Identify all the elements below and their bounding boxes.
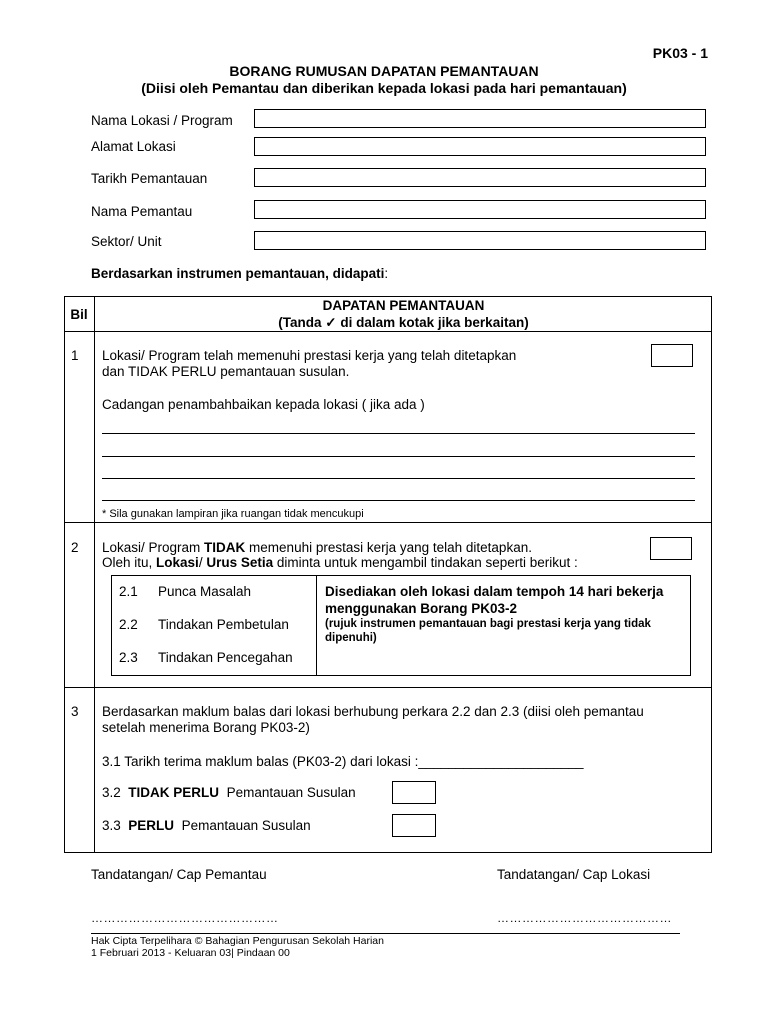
footer-copyright: Hak Cipta Terpelihara © Bahagian Pengurusan Sekolah Harian — [91, 935, 384, 947]
location-name-field[interactable] — [254, 109, 706, 128]
row1-footnote: * Sila gunakan lampiran jika ruangan tidak mencukupi — [102, 508, 364, 520]
item-3-2-no-followup: 3.2 TIDAK PERLU Pemantauan Susulan — [102, 785, 356, 800]
suggestion-line[interactable] — [102, 500, 695, 501]
suggestion-line[interactable] — [102, 478, 695, 479]
row1-suggestion-label: Cadangan penambahbaikan kepada lokasi ( jika ada ) — [102, 397, 425, 412]
subtable-instructions — [325, 583, 685, 645]
footer-release: 1 Februari 2013 - Keluaran 03| Pindaan 00 — [91, 947, 290, 959]
row3-text-line2: setelah menerima Borang PK03-2) — [102, 720, 310, 735]
row3-text-line1: Berdasarkan maklum balas dari lokasi berhubung perkara 2.2 dan 2.3 (diisi oleh pemantau — [102, 704, 644, 719]
table-column-divider — [94, 296, 95, 853]
field-label-date: Tarikh Pemantauan — [91, 171, 208, 186]
signature-label-location: Tandatangan/ Cap Lokasi — [497, 867, 651, 882]
row-number: 3 — [71, 704, 79, 719]
table-header-bil: Bil — [70, 307, 88, 322]
table-header-divider — [64, 331, 712, 332]
signature-line-monitor[interactable]: ……………………………………… — [91, 911, 279, 925]
row-number: 1 — [71, 348, 79, 363]
form-code: PK03 - 1 — [652, 45, 708, 61]
item-3-1-received-date: 3.1 Tarikh terima maklum balas (PK03-2) dari lokasi :______________________ — [102, 754, 584, 769]
item-punca-masalah: Punca Masalah — [158, 584, 252, 599]
row2-checkbox[interactable] — [650, 537, 692, 560]
monitoring-date-field[interactable] — [254, 168, 706, 187]
row1-text-line2: dan TIDAK PERLU pemantauan susulan. — [102, 364, 350, 379]
item-tindakan-pembetulan: Tindakan Pembetulan — [158, 617, 289, 632]
monitor-name-field[interactable] — [254, 200, 706, 219]
field-label-address: Alamat Lokasi — [91, 139, 176, 154]
sector-unit-field[interactable] — [254, 231, 706, 250]
field-label-sector: Sektor/ Unit — [91, 234, 162, 249]
check-icon: ✓ — [325, 315, 337, 330]
suggestion-line[interactable] — [102, 456, 695, 457]
form-title: BORANG RUMUSAN DAPATAN PEMANTAUAN — [229, 63, 539, 79]
signature-line-location[interactable]: …………………………………… — [497, 911, 672, 925]
row1-text-line1: Lokasi/ Program telah memenuhi prestasi kerja yang telah ditetapkan — [102, 348, 517, 363]
row2-text-line2: Oleh itu, Lokasi/ Urus Setia diminta untuk mengambil tindakan seperti berikut : — [102, 555, 578, 570]
suggestion-line[interactable] — [102, 433, 695, 434]
item-tindakan-pencegahan: Tindakan Pencegahan — [158, 650, 293, 665]
followup-checkbox[interactable] — [392, 814, 436, 837]
findings-intro: Berdasarkan instrumen pemantauan, didapati: — [91, 266, 389, 281]
footer-divider — [91, 933, 680, 934]
table-row-divider — [64, 522, 712, 523]
item-3-3-followup: 3.3 PERLU Pemantauan Susulan — [102, 818, 311, 833]
row1-checkbox[interactable] — [651, 344, 693, 367]
signature-label-monitor: Tandatangan/ Cap Pemantau — [91, 867, 267, 882]
field-label-location: Nama Lokasi / Program — [91, 113, 233, 128]
row2-text-line1: Lokasi/ Program TIDAK memenuhi prestasi kerja yang telah ditetapkan. — [102, 540, 532, 555]
row-number: 2 — [71, 540, 79, 555]
item-number: 2.2 — [119, 617, 138, 632]
no-followup-checkbox[interactable] — [392, 781, 436, 804]
item-number: 2.1 — [119, 584, 138, 599]
instructions-main: Disediakan oleh lokasi dalam tempoh 14 hari bekerja menggunakan Borang PK03-2 — [325, 584, 664, 616]
field-label-monitor: Nama Pemantau — [91, 204, 193, 219]
instructions-note: (rujuk instrumen pemantauan bagi prestasi kerja yang tidak dipenuhi) — [325, 618, 651, 644]
subtable-divider — [316, 575, 317, 676]
item-number: 2.3 — [119, 650, 138, 665]
table-row-divider — [64, 687, 712, 688]
form-subtitle: (Diisi oleh Pemantau dan diberikan kepada lokasi pada hari pemantauan) — [141, 80, 627, 96]
table-header-note: (Tanda ✓ di dalam kotak jika berkaitan) — [278, 315, 529, 330]
location-address-field[interactable] — [254, 137, 706, 156]
table-header-title: DAPATAN PEMANTAUAN — [322, 298, 485, 313]
